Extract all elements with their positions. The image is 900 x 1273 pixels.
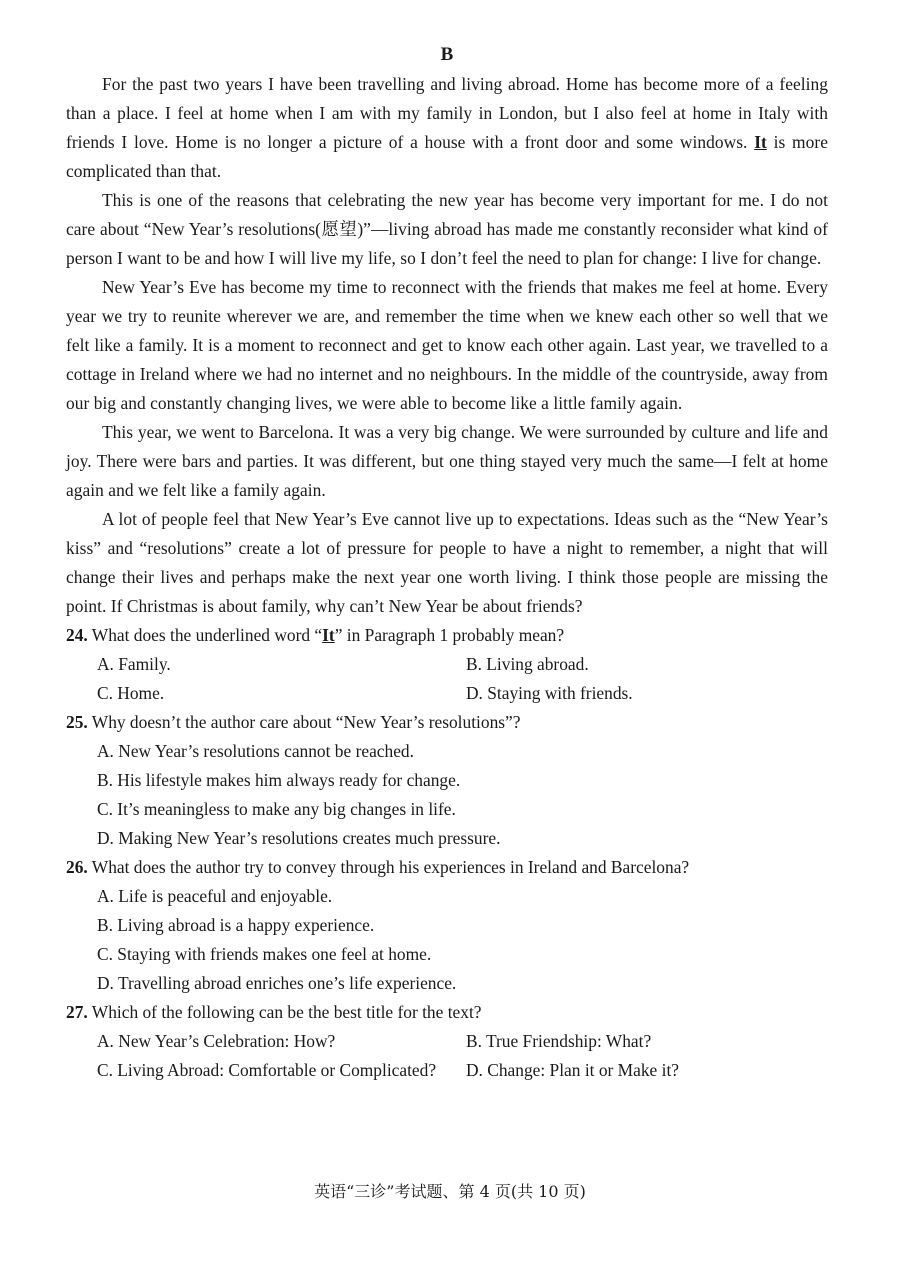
options [66,882,828,998]
question-number: 27. [66,1002,88,1022]
question-stem-text: What does the underlined word “ [87,625,323,645]
section-title: B [440,44,454,65]
option-d[interactable]: D. Staying with friends. [466,683,633,703]
underlined-word-it: It [322,625,335,645]
option-c[interactable]: C. Home. [97,683,165,703]
option-d[interactable]: D. Travelling abroad enriches one’s life experience. [97,973,457,993]
option-a[interactable]: A. Family. [97,654,171,674]
question-stem [66,708,828,737]
options [66,650,828,708]
option-b[interactable]: B. His lifestyle makes him always ready for change. [97,770,461,790]
option-b[interactable]: B. True Friendship: What? [466,1031,652,1051]
question-26 [66,853,828,998]
option-c[interactable]: C. It’s meaningless to make any big changes in life. [97,799,456,819]
question-27 [66,998,828,1085]
question-stem [66,853,828,882]
paragraph-1-before: For the past two years I have been travelling and living abroad. Home has become more of a feeling than a place. I feel at home when I am with my family in London, but I also feel at home in Italy with friends I love. Home is no longer a picture of a house with a front door and some windows. [66,74,828,152]
question-number: 24. [66,625,88,645]
paragraph-2: This is one of the reasons that celebrating the new year has become very important for me. I do not care about “New Year’s resolutions(愿望)”—living abroad has made me constantly reconsider what kind of person I want to be and how I will live my life, so I don’t feel the need to plan for change: I live for change. [66,190,828,268]
paragraph-4: This year, we went to Barcelona. It was a very big change. We were surrounded by culture and life and joy. There were bars and parties. It was different, but one thing stayed very much the same—I felt at home again and we felt like a family again. [66,422,828,500]
option-b[interactable]: B. Living abroad. [466,654,589,674]
option-d[interactable]: D. Making New Year’s resolutions creates much pressure. [97,828,501,848]
paragraph-3: New Year’s Eve has become my time to reconnect with the friends that makes me feel at home. Every year we try to reunite wherever we are, and remember the time when we knew each other so well that we felt like a family. It is a moment to reconnect and get to know each other again. Last year, we travelled to a cottage in Ireland where we had no internet and no neighbours. In the middle of the countryside, away from our big and constantly changing lives, we were able to become like a little family again. [66,277,828,413]
underlined-word-it: It [754,132,767,152]
option-c[interactable]: C. Staying with friends makes one feel at home. [97,944,432,964]
question-number: 25. [66,712,88,732]
question-stem-text: Which of the following can be the best title for the text? [87,1002,482,1022]
paragraph-1-after: is more complicated than that. [66,132,828,181]
paragraph-1 [66,70,828,186]
exam-page [66,40,828,1085]
question-stem-text: What does the author try to convey through his experiences in Ireland and Barcelona? [87,857,690,877]
option-d[interactable]: D. Change: Plan it or Make it? [466,1060,679,1080]
question-stem-text: ” in Paragraph 1 probably mean? [334,625,565,645]
option-c[interactable]: C. Living Abroad: Comfortable or Complicated? [97,1060,437,1080]
question-stem [66,998,828,1027]
option-a[interactable]: A. New Year’s Celebration: How? [97,1031,336,1051]
question-24 [66,621,828,708]
option-a[interactable]: A. Life is peaceful and enjoyable. [97,886,333,906]
question-25 [66,708,828,853]
option-b[interactable]: B. Living abroad is a happy experience. [97,915,375,935]
question-stem-text: Why doesn’t the author care about “New Year’s resolutions”? [87,712,521,732]
options [66,737,828,853]
reading-passage [66,70,828,621]
question-number: 26. [66,857,88,877]
options [66,1027,828,1085]
option-a[interactable]: A. New Year’s resolutions cannot be reached. [97,741,414,761]
page-footer: 英语“三诊”考试题、第 4 页(共 10 页) [314,1182,586,1201]
question-stem [66,621,828,650]
paragraph-5: A lot of people feel that New Year’s Eve cannot live up to expectations. Ideas such as the “New Year’s kiss” and “resolutions” create a lot of pressure for people to have a night to remember, a night that will change their lives and perhaps make the next year one worth living. I think those people are missing the point. If Christmas is about family, why can’t New Year be about friends? [66,509,828,616]
